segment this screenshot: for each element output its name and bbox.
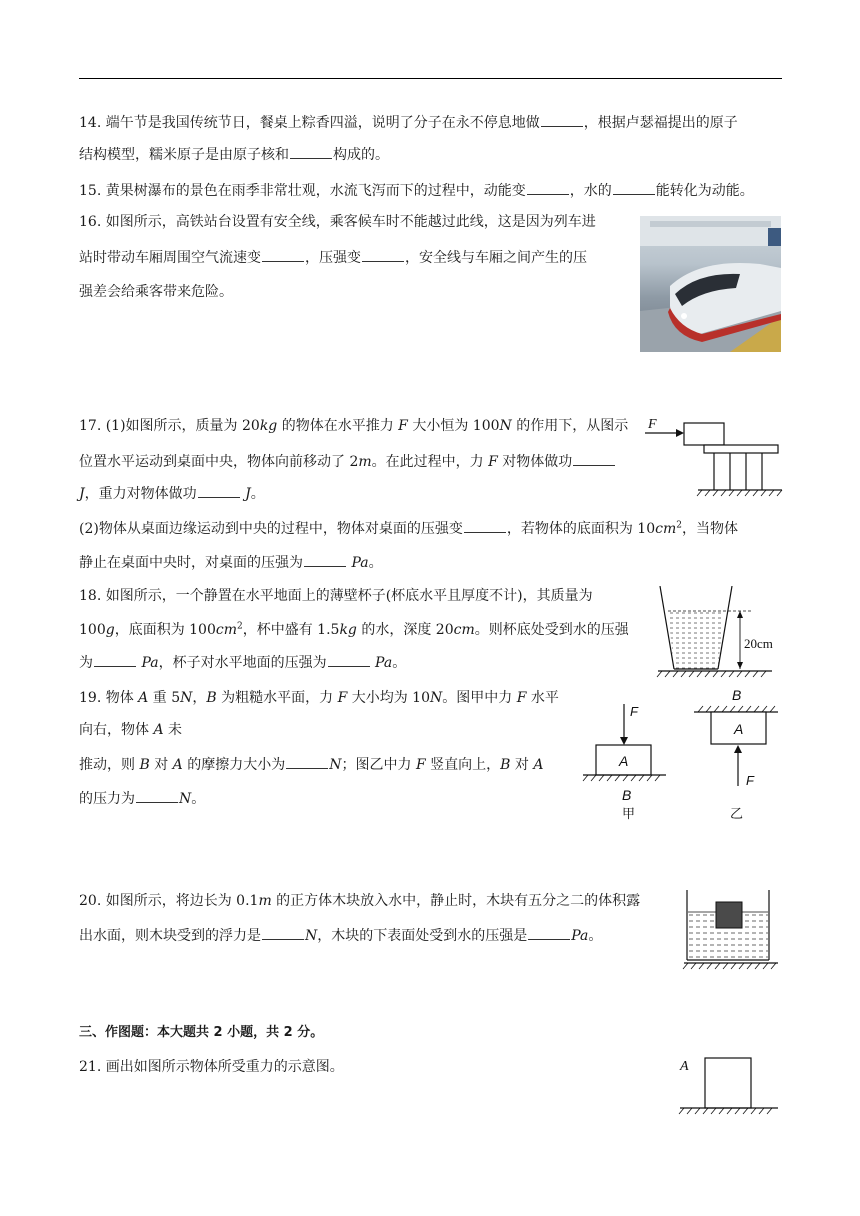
train-photo bbox=[640, 216, 781, 352]
q17-line2: 位置水平运动到桌面中央，物体向前移动了 2m。在此过程中，力 F 对物体做功 bbox=[79, 451, 616, 472]
q19-fig-jia-a: A bbox=[619, 753, 629, 769]
q19-blank-2[interactable] bbox=[136, 788, 178, 803]
q18-fig-depth-label: 20cm bbox=[744, 636, 773, 651]
q19-fig-jia-caption: 甲 bbox=[622, 807, 636, 822]
section-3-heading: 三、作图题：本大题共 2 小题，共 2 分。 bbox=[79, 1025, 324, 1040]
q18-line3: 为 Pa，杯子对水平地面的压强为 Pa。 bbox=[79, 652, 406, 673]
q18-line1: 18. 如图所示，一个静置在水平地面上的薄壁杯子(杯底水平且厚度不计)，其质量为 bbox=[79, 588, 593, 604]
q14-blank-2[interactable] bbox=[290, 144, 332, 159]
q20-blank-1[interactable] bbox=[262, 925, 304, 940]
q14-line2: 结构模型，糯米原子是由原子核和 构成的。 bbox=[79, 144, 389, 165]
q19-blank-1[interactable] bbox=[286, 754, 328, 769]
q17-fig-label-f: F bbox=[648, 417, 657, 432]
q14-line1: 14. 端午节是我国传统节日，餐桌上粽香四溢，说明了分子在永不停息地做 ，根据卢瑟福提出的原子 bbox=[79, 112, 738, 133]
q19-figures bbox=[578, 688, 783, 823]
q19-fig-yi-a: A bbox=[734, 721, 744, 737]
q19-fig-jia-f: F bbox=[630, 704, 638, 719]
q19-line4: 的压力为 N。 bbox=[79, 788, 205, 809]
q15-blank-2[interactable] bbox=[613, 180, 655, 195]
q16-line3: 强差会给乘客带来危险。 bbox=[79, 284, 233, 300]
q19-line2: 向右，物体 A 未 bbox=[79, 722, 183, 738]
q17-line1: 17. (1)如图所示，质量为 20kg 的物体在水平推力 F 大小恒为 100N 的作用下，从图示 bbox=[79, 418, 629, 434]
train-illustration bbox=[640, 216, 781, 352]
q19-line1: 19. 物体 A 重 5N，B 为粗糙水平面，力 F 大小均为 10N。图甲中力 F 水平 bbox=[79, 690, 559, 706]
q17-blank-1[interactable] bbox=[573, 451, 615, 466]
q17-line5: 静止在桌面中央时，对桌面的压强为 Pa。 bbox=[79, 552, 383, 573]
q14-blank-1[interactable] bbox=[541, 112, 583, 127]
q17-blank-3[interactable] bbox=[464, 518, 506, 533]
q18-blank-1[interactable] bbox=[94, 652, 136, 667]
q20-line1: 20. 如图所示，将边长为 0.1m 的正方体木块放入水中，静止时，木块有五分之二的体积露 bbox=[79, 893, 641, 909]
q19-fig-jia-b: B bbox=[622, 787, 632, 803]
q17-figure bbox=[640, 412, 785, 497]
q16-blank-1[interactable] bbox=[262, 247, 304, 262]
q16-line2: 站时带动车厢周围空气流速变 ，压强变 ，安全线与车厢之间产生的压 bbox=[79, 247, 587, 268]
q19-fig-yi-caption: 乙 bbox=[730, 807, 744, 822]
q16-blank-2[interactable] bbox=[362, 247, 404, 262]
q21-figure bbox=[676, 1052, 781, 1122]
q17-blank-2[interactable] bbox=[198, 483, 240, 498]
q21-fig-label: A bbox=[680, 1059, 689, 1074]
q15-blank-1[interactable] bbox=[527, 180, 569, 195]
q20-figure bbox=[682, 888, 782, 973]
q19-line3: 推动，则 B 对 A 的摩擦力大小为 N；图乙中力 F 竖直向上，B 对 A bbox=[79, 754, 543, 775]
header-rule bbox=[79, 78, 782, 79]
q21-line: 21. 画出如图所示物体所受重力的示意图。 bbox=[79, 1059, 344, 1075]
q16-line1: 16. 如图所示，高铁站台设置有安全线，乘客候车时不能越过此线，这是因为列车进 bbox=[79, 214, 596, 230]
q19-fig-yi-b: B bbox=[732, 688, 742, 703]
q20-blank-2[interactable] bbox=[528, 925, 570, 940]
q17-blank-4[interactable] bbox=[304, 552, 346, 567]
q18-blank-2[interactable] bbox=[328, 652, 370, 667]
q18-line2: 100g，底面积为 $100cm^2$，杯中盛有 1.5kg 的水，深度 20cm。则杯底处受到水的压强 bbox=[79, 621, 629, 638]
q15-line: 15. 黄果树瀑布的景色在雨季非常壮观，水流飞泻而下的过程中，动能变 ，水的 能转化为动能。 bbox=[79, 180, 754, 201]
q19-fig-yi-f: F bbox=[746, 773, 754, 788]
q18-figure bbox=[652, 586, 787, 681]
q17-line4: (2)物体从桌面边缘运动到中央的过程中，物体对桌面的压强变 ，若物体的底面积为 $10cm^2$，当物体 bbox=[79, 518, 738, 539]
q20-line2: 出水面，则木块受到的浮力是 N，木块的下表面处受到水的压强是 Pa。 bbox=[79, 925, 602, 946]
q17-line3: J，重力对物体做功 J。 bbox=[79, 483, 265, 504]
